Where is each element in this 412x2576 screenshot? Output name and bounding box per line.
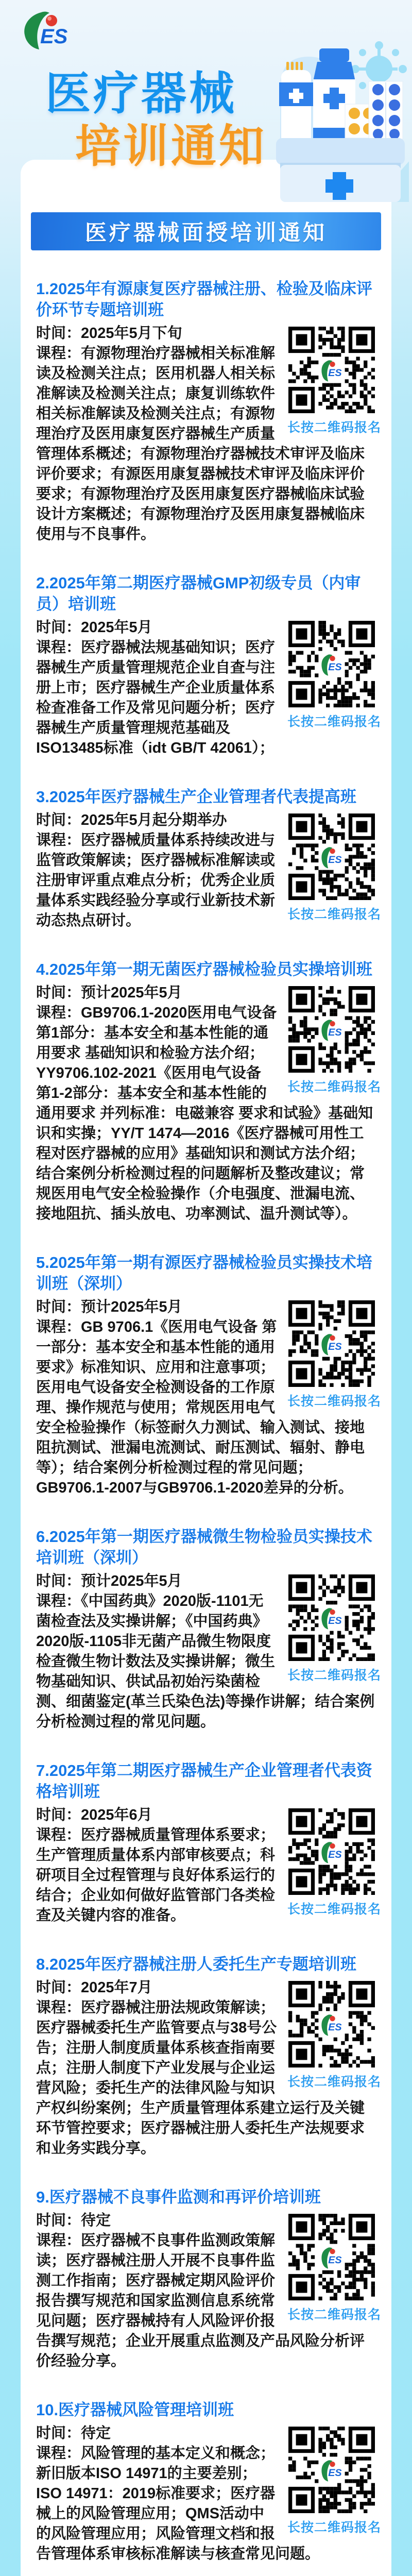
- hero-title: [45, 68, 267, 172]
- qr-label: 长按二维码报名: [287, 715, 382, 729]
- course-desc: 课程：GB 9706.1《医用电气设备 第一部分：基本安全和基本性能的通用要求》标准知识、应用和注意事项；医用电气设备安全检测设备的工作原理、操作规范与使用；常规医用电气安全检验操作（标签耐久力测试、输入测试、接地阻抗测试、泄漏电流测试、耐压测试、辐射、静电等）；结合案例分析检测过程的常见问题；GB9706.1-2007与GB9706.1-2020差异的分析。: [36, 1319, 365, 1496]
- course-section: [36, 572, 382, 758]
- course-desc: 课程：《中国药典》2020版-1101无菌检查法及实操讲解；《中国药典》2020版-1105非无菌产品微生物限度检查微生物计数法及实操讲解；微生物基础知识、供试品初始污染菌检测、细菌鉴定(革兰氏染色法)等操作讲解；结合案例分析检测过程的常见问题。: [36, 1593, 375, 1730]
- course-time: 时间：预计2025年5月: [36, 1299, 182, 1315]
- course-time: 时间：2025年7月: [36, 1979, 152, 1996]
- svg-text:ES: ES: [328, 2022, 342, 2033]
- course-desc: 课程：医疗器械不良事件监测政策解读；医疗器械注册人开展不良事件监测工作指南；医疗器械定期风险评价报告撰写规范和国家监测信息系统常见问题；医疗器械持有人风险评价报告撰写规范；企业开展重点监测及产品风险分析评价经验分享。: [36, 2232, 365, 2369]
- qr-label: 长按二维码报名: [287, 2075, 382, 2089]
- pill-bottle-icon: [279, 62, 313, 147]
- blister-pack-blue-icon: [369, 81, 403, 139]
- course-title: 7.2025年第二期医疗器械生产企业管理者代表资格培训班: [36, 1761, 372, 1801]
- qr-block: [287, 327, 382, 436]
- qr-label: 长按二维码报名: [287, 420, 382, 435]
- svg-text:ES: ES: [328, 1341, 342, 1352]
- qr-block: [287, 1981, 382, 2090]
- qr-code[interactable]: [288, 986, 375, 1073]
- course-title: 3.2025年医疗器械生产企业管理者代表提高班: [36, 788, 356, 806]
- course-title: 10.医疗器械风险管理培训班: [36, 2401, 234, 2419]
- course-section: [36, 1526, 382, 1732]
- content-card: [21, 160, 391, 2576]
- course-desc: 课程：医疗器械质量管理体系要求；生产管理质量体系内部审核要点；科研项目全过程管理与良好体系运行的结合；企业如何做好监管部门各类检查及关键内容的准备。: [36, 1827, 276, 1924]
- course-time: 时间：待定: [36, 2425, 111, 2442]
- qr-code[interactable]: [288, 1981, 375, 2067]
- course-desc: 课程：医疗器械法规基础知识；医疗器械生产质量管理规范企业自查与注册上市；医疗器械生产企业质量体系检查准备工作及常见问题分析；医疗器械生产质量管理规范基础及ISO13485标准（idt GB/T 42061）；: [36, 639, 276, 756]
- course-list: [36, 278, 382, 2576]
- qr-code[interactable]: [288, 1574, 375, 1661]
- course-time: 时间：预计2025年5月: [36, 1573, 182, 1589]
- course-section: [36, 1954, 382, 2159]
- course-time: 时间：2025年6月: [36, 1807, 152, 1823]
- first-aid-kit-icon: [276, 138, 405, 202]
- qr-block: [287, 1808, 382, 1918]
- banner-title: 医疗器械面授培训通知: [84, 221, 327, 245]
- course-section: [36, 2399, 382, 2564]
- course-time: 时间：2025年5月: [36, 619, 152, 636]
- course-desc: 课程：有源物理治疗器械相关标准解读及检测关注点；医用机器人相关标准解读及检测关注点；康复训练软件相关标准解读及检测关注点；有源物理治疗及医用康复医疗器械生产质量管理体系概述；有源物理治疗器械技术审评及临床评价要求；有源医用康复器械技术审评及临床评价要求；有源物理治疗及医用康复医疗器械临床试验设计方案概述；有源物理治疗及医用康复器械临床使用与不良事件。: [36, 345, 365, 543]
- banner: [31, 212, 381, 250]
- svg-text:ES: ES: [328, 367, 342, 379]
- qr-label: 长按二维码报名: [287, 1902, 382, 1917]
- qr-code[interactable]: [288, 1808, 375, 1895]
- svg-text:ES: ES: [328, 854, 342, 866]
- svg-text:ES: ES: [328, 1027, 342, 1038]
- course-time: 时间：2025年5月下旬: [36, 325, 182, 342]
- course-section: [36, 2187, 382, 2371]
- course-title: 5.2025年第一期有源医疗器械检验员实操技术培训班（深圳）: [36, 1253, 372, 1293]
- hero-title-line2: 培训通知: [75, 121, 267, 172]
- course-section: [36, 1760, 382, 1926]
- qr-code[interactable]: [288, 327, 375, 413]
- course-section: [36, 1252, 382, 1498]
- qr-block: [287, 814, 382, 923]
- course-section: [36, 959, 382, 1224]
- svg-text:ES: ES: [328, 1615, 342, 1626]
- qr-block: [287, 621, 382, 730]
- svg-text:ES: ES: [328, 2255, 342, 2266]
- course-title: 9.医疗器械不良事件监测和再评价培训班: [36, 2188, 321, 2206]
- svg-text:ES: ES: [328, 662, 342, 673]
- qr-code[interactable]: [288, 1300, 375, 1387]
- header: [0, 0, 412, 172]
- qr-block: [287, 986, 382, 1095]
- qr-code[interactable]: [288, 2427, 375, 2513]
- qr-block: [287, 2427, 382, 2536]
- qr-block: [287, 1574, 382, 1684]
- qr-code[interactable]: [288, 621, 375, 707]
- course-desc: 课程：GB9706.1-2020医用电气设备 第1部分：基本安全和基本性能的通用要求 基础知识和检验方法介绍；YY9706.102-2021《医用电气设备 第1-2部分：基本安全和基本性能的通用要求 并列标准：电磁兼容 要求和试验》基础知识和实操；YY/T 1474—2016《医疗器械可用性工程对医疗器械的应用》基础知识和测试方法介绍；结合案例分析检测过程的问题解析及整改建议；常规医用电气安全检验操作（介电强度、泄漏电流、接地阻抗、插头放电、功率测试、温升测试等）。: [36, 1005, 373, 1222]
- qr-code[interactable]: [288, 814, 375, 900]
- course-title: 8.2025年医疗器械注册人委托生产专题培训班: [36, 1955, 356, 1973]
- course-title: 4.2025年第一期无菌医疗器械检验员实操培训班: [36, 960, 372, 978]
- qr-label: 长按二维码报名: [287, 1394, 382, 1409]
- qr-label: 长按二维码报名: [287, 2308, 382, 2322]
- course-time: 时间：待定: [36, 2212, 111, 2229]
- course-section: [36, 278, 382, 545]
- qr-label: 长按二维码报名: [287, 1080, 382, 1094]
- course-desc: 课程：医疗器械注册法规政策解读；医疗器械委托生产监管要点与38号公告；注册人制度质量体系核查指南要点；注册人制度下产业发展与企业运营风险；委托生产的法律风险与知识产权纠纷案例；生产质量管理体系建立运行及关键环节管控要求；医疗器械注册人委托生产法规要求和业务实践分享。: [36, 1999, 365, 2157]
- qr-code[interactable]: [288, 2214, 375, 2300]
- course-time: 时间：预计2025年5月: [36, 985, 182, 1001]
- course-title: 2.2025年第二期医疗器械GMP初级专员（内审员）培训班: [36, 574, 361, 613]
- course-desc: 课程：医疗器械质量体系持续改进与监管政策解读；医疗器械标准解读或注册审评重点难点分析；优秀企业质量体系实践经验分享或行业新技术新动态热点研讨。: [36, 832, 276, 929]
- qr-label: 长按二维码报名: [287, 1668, 382, 1683]
- qr-label: 长按二维码报名: [287, 907, 382, 922]
- course-section: [36, 786, 382, 931]
- qr-label: 长按二维码报名: [287, 2520, 382, 2535]
- hero-title-line1: 医疗器械: [45, 68, 237, 119]
- logo-text: ES: [40, 25, 68, 48]
- svg-text:ES: ES: [328, 2467, 342, 2479]
- course-desc: 课程：风险管理的基本定义和概念；新旧版本ISO 14971的主要差别；ISO 14971：2019标准要求；医疗器械上的风险管理应用；QMS活动中的风险管理应用；风险管理文档和报告管理体系审核标准解读与核查常见问题。: [36, 2445, 320, 2562]
- es-logo-icon: [22, 11, 78, 53]
- course-title: 1.2025年有源康复医疗器械注册、检验及临床评价环节专题培训班: [36, 280, 372, 319]
- course-title: 6.2025年第一期医疗器械微生物检验员实操技术培训班（深圳）: [36, 1528, 372, 1567]
- qr-block: [287, 1300, 382, 1410]
- svg-text:ES: ES: [328, 1849, 342, 1860]
- qr-block: [287, 2214, 382, 2323]
- header-illustration: [244, 32, 409, 202]
- course-time: 时间：2025年5月起分期举办: [36, 812, 227, 828]
